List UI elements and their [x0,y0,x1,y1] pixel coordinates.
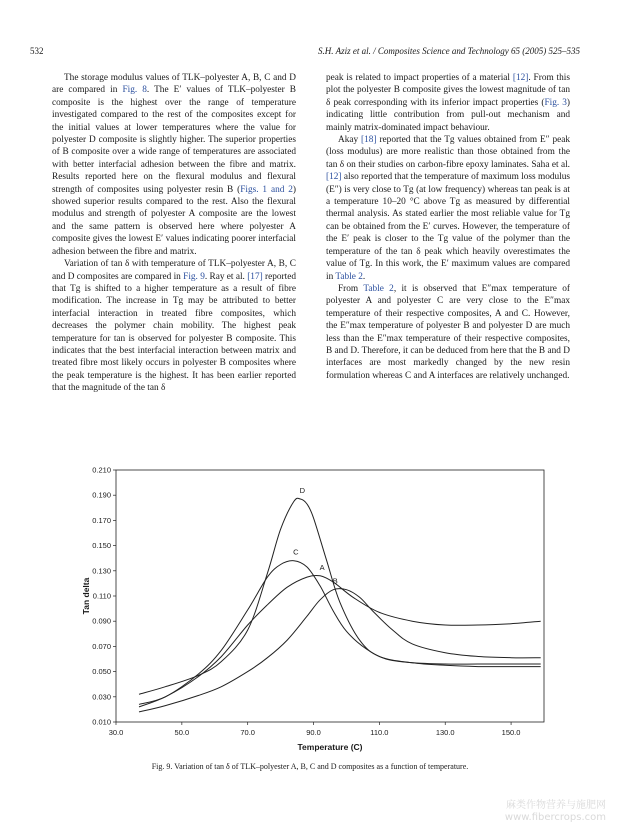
x-tick-label: 90.0 [306,728,321,737]
citation-link[interactable]: [12] [326,172,342,183]
figure-link[interactable]: Fig. 9 [183,271,205,282]
paragraph [326,134,570,283]
x-tick-label: 70.0 [240,728,255,737]
x-tick-label: 130.0 [435,728,455,737]
series-line-d [139,498,541,694]
series-line-c [139,561,541,705]
text-run: . From this plot the polyester B composite gives the lowest magnitude of tan δ peak corresponding with its inferior impact properties ( [326,73,570,108]
text-run: Akay [338,135,362,146]
y-tick-label: 0.090 [92,616,111,626]
y-axis-label: Tan delta [81,577,91,615]
paragraph [326,72,570,134]
citation-link[interactable]: [17] [247,271,263,282]
citation-link[interactable]: [12] [512,73,529,83]
text-run: . Ray et al. [204,271,248,282]
watermark-line: 麻类作物营养与施肥网 [506,800,606,811]
y-tick-label: 0.050 [92,667,111,677]
watermark-line: www.fibercrops.com [504,812,606,823]
text-run: reported that the Tg values obtained from E″ peak (loss modulus) are more realistic than those obtained from the tan δ on their studies on carbon-fibre epoxy laminates. Saha et al. [326,135,570,170]
paragraph [52,72,296,258]
series-line-a [139,575,541,707]
paragraph [52,258,296,394]
series-label-a: A [319,562,325,572]
table-link[interactable]: Table 2 [363,283,394,294]
text-run: From [338,283,364,294]
figure-caption: Fig. 9. Variation of tan δ of TLK–polyester A, B, C and D composites as a function of temperature. [151,762,469,771]
y-tick-label: 0.150 [92,541,111,551]
text-run: ) indicating little contribution from pull-out mechanism and mainly matrix-dominated impact behaviour. [326,97,571,133]
citation-link[interactable]: [18] [361,135,377,146]
series-line-b [139,589,541,712]
figure-link[interactable]: Figs. 1 and 2 [240,184,293,195]
running-head: S.H. Aziz et al. / Composites Science and Technology 65 (2005) 525–535 [318,46,580,56]
text-run: peak is related to impact properties of a material [326,73,513,83]
figure-link[interactable]: Fig. 3 [544,97,567,108]
y-tick-label: 0.110 [92,591,111,601]
paragraph [326,283,570,382]
text-run: , it is observed that E″max temperature of polyester A and polyester C are very close to the E″max temperature of their respective composites, A and C. However, the E″max temperature of polyester B and polyester D are much less than the E″max temperature of their respective composites, B and D. Therefore, it can be deduced from here that the B and D interfaces are most markedly changed by the new resin formulation whereas C and A interfaces are relatively unchanged. [326,283,570,381]
tan-delta-chart [80,462,560,762]
y-tick-label: 0.170 [92,515,111,525]
page-number: 532 [30,46,44,56]
y-tick-label: 0.070 [92,641,111,651]
x-tick-label: 150.0 [501,728,521,737]
y-tick-label: 0.030 [92,692,111,702]
text-run: Variation of tan δ with temperature of TLK–polyester A, B, C and D composites are compared in [52,259,296,282]
watermark [505,800,606,824]
right-text-column [326,72,570,382]
running-header [0,46,620,60]
series-label-b: B [332,576,338,586]
series-label-c: C [293,547,299,557]
x-axis-label: Temperature (C) [297,742,363,752]
x-tick-label: 110.0 [370,728,389,737]
left-text-column [52,72,296,395]
series-label-d: D [299,485,306,495]
text-run: reported that Tg is shifted to a higher temperature as a result of fibre modification. The increase in Tg may be attributed to better interfacial interaction in treated fibre composites, which decreases the polymer chain mobility. The highest peak temperature for tan is observed for polyester B composite. This indicates that the best interfacial interaction between matrix and treated fibre most likely occurs in polyester B composites where the peak temperature is the highest. It has been earlier reported that the magnitude of the tan δ [52,271,297,394]
x-tick-label: 30.0 [108,728,124,737]
y-tick-label: 0.210 [92,465,111,475]
figure-9 [80,462,560,762]
y-tick-label: 0.130 [92,566,111,576]
figure-link[interactable]: Fig. 8 [122,85,147,96]
text-run: also reported that the temperature of maximum loss modulus (E″) is very close to Tg (at low frequency) whereas tan peak is at a temperature 10–20 °C above Tg as measured by differential thermal analysis. As stated earlier the most reliable value for Tg can be obtained from the E′ curves. However, the temperature of the E′ peak is closer to the Tg value of the polymer than the temperature of the tan δ peak which heavily overestimates the value of Tg. In this work, the E′ maximum values are compared in [326,172,570,282]
text-run: The storage modulus values of TLK–polyester A, B, C and D are compared in [52,73,296,96]
text-run: ) showed superior results compared to the rest. Also the flexural modulus and strength of polyester A composite are the lowest and the same pattern is observed here where polyester A composite gives the lowest E′ values indicating poorer interfacial adhesion between the fibre and matrix. [52,184,297,257]
text-run: . [362,271,366,282]
plot-frame [116,470,544,722]
table-link[interactable]: Table 2 [335,271,363,282]
y-tick-label: 0.190 [92,490,111,500]
text-run: . The E′ values of TLK–polyester B composite is the highest over the range of temperature investigated compared to the rest of the composites except for the initial values at lower temperatures where the value for polyester D composite is slightly higher. The superior properties of B composite over a wide range of temperatures are associated with better interfacial adhesion between the fibre and matrix. Results reported here on the flexural modulus and flexural strength of composites using polyester resin B ( [52,85,296,195]
y-tick-label: 0.010 [92,717,111,727]
x-tick-label: 50.0 [174,728,190,737]
